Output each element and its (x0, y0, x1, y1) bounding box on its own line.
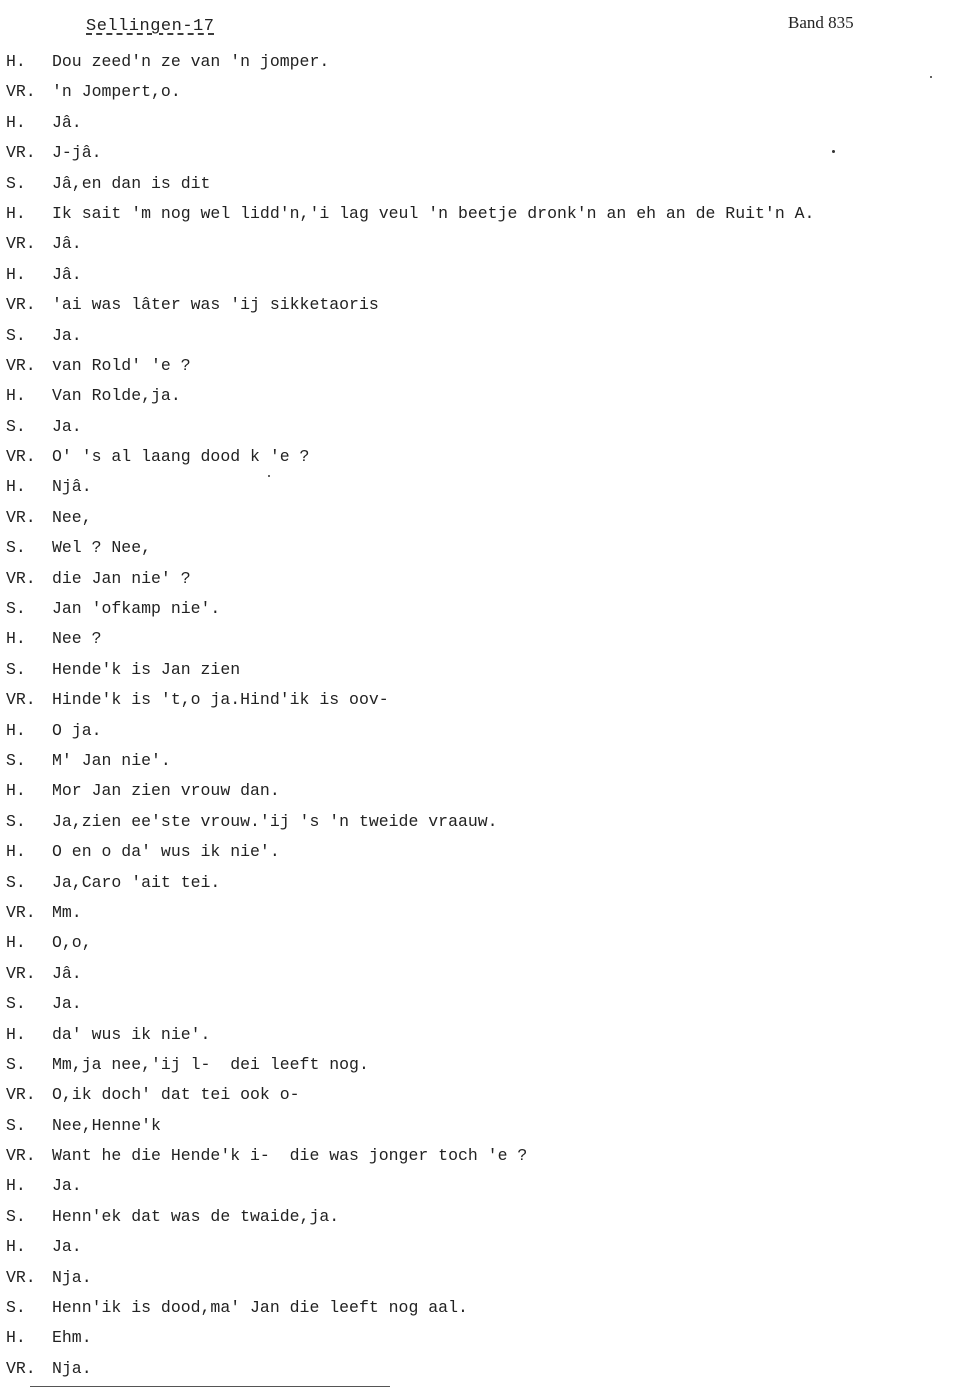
utterance-text: Jâ. (52, 112, 82, 132)
speaker-label: H. (6, 781, 26, 801)
speaker-label: VR. (6, 1358, 36, 1378)
speaker-label: VR. (6, 902, 36, 922)
speaker-label: H. (6, 52, 26, 71)
transcript-line (6, 1111, 946, 1141)
speaker-label: H. (6, 629, 26, 649)
speaker-label: VR. (6, 1146, 36, 1166)
speaker-label: S. (6, 325, 26, 345)
speaker-label: S. (6, 599, 26, 619)
speaker-label: VR. (6, 234, 36, 254)
speaker-label: VR. (6, 355, 36, 375)
utterance-text: Jan 'ofkamp nie'. (52, 599, 221, 619)
transcript-line (6, 1232, 946, 1262)
speaker-label: VR. (6, 1085, 36, 1105)
transcript-line (6, 1263, 946, 1293)
utterance-text: Ja. (52, 994, 82, 1014)
utterance-text: O ja. (52, 720, 102, 740)
speaker-label: VR. (6, 82, 36, 102)
transcript-lines (6, 47, 946, 1384)
transcript-line (6, 229, 946, 259)
transcript-line (6, 199, 946, 229)
transcript-line (6, 442, 946, 472)
transcript-line (6, 594, 946, 624)
utterance-text: Want he die Hende'k i- die was jonger toch 'e ? (52, 1146, 528, 1166)
transcript-line (6, 77, 946, 107)
transcript-line (6, 685, 946, 715)
utterance-text: O,o, (52, 933, 92, 953)
speaker-label: S. (6, 994, 26, 1014)
speaker-label: S. (6, 811, 26, 831)
transcript-line (6, 746, 946, 776)
transcript-line (6, 1050, 946, 1080)
speaker-label: H. (6, 720, 26, 740)
utterance-text: Hinde'k is 't,o ja.Hind'ik is oov- (52, 690, 389, 710)
utterance-text: Ehm. (52, 1328, 92, 1348)
speaker-label: S. (6, 1115, 26, 1135)
transcript-line (6, 776, 946, 806)
speaker-label: S. (6, 1298, 26, 1318)
utterance-text: Ja. (52, 416, 82, 436)
transcript-line (6, 868, 946, 898)
transcript-line (6, 655, 946, 685)
transcript-line (6, 260, 946, 290)
speaker-label: H. (6, 112, 26, 132)
transcript-line (6, 138, 946, 168)
utterance-text: Wel ? Nee, (52, 538, 152, 558)
utterance-text: Nja. (52, 1267, 92, 1287)
speaker-label: S. (6, 173, 26, 193)
transcript-line (6, 1293, 946, 1323)
speaker-label: H. (6, 477, 26, 497)
speaker-label: VR. (6, 568, 36, 588)
speaker-label: S. (6, 872, 26, 892)
utterance-text: Hende'k is Jan zien (52, 659, 241, 679)
utterance-text: J-jâ. (52, 143, 102, 163)
speaker-label: H. (6, 386, 26, 406)
speaker-label: H. (6, 933, 26, 953)
band-number: Band 835 (788, 13, 854, 32)
transcript-line (6, 47, 946, 77)
transcript-line (6, 716, 946, 746)
utterance-text: Mm,ja nee,'ij l- dei leeft nog. (52, 1054, 369, 1074)
speaker-label: S. (6, 416, 26, 436)
speaker-label: VR. (6, 507, 36, 527)
transcript-line (6, 1020, 946, 1050)
utterance-text: da' wus ik nie'. (52, 1024, 211, 1044)
speaker-label: VR. (6, 143, 36, 163)
utterance-text: Jâ. (52, 234, 82, 254)
utterance-text: O,ik doch' dat tei ook o- (52, 1085, 300, 1105)
utterance-text: Ja,Caro 'ait tei. (52, 872, 221, 892)
transcript-line (6, 1202, 946, 1232)
utterance-text: Mor Jan zien vrouw dan. (52, 781, 280, 801)
utterance-text: Nee ? (52, 629, 102, 649)
transcript-line (6, 321, 946, 351)
utterance-text: Mm. (52, 902, 82, 922)
utterance-text: Ik sait 'm nog wel lidd'n,'i lag veul 'n beetje dronk'n an eh an de Ruit'n A. (52, 203, 815, 223)
utterance-text: Van Rolde,ja. (52, 386, 181, 406)
utterance-text: Jâ,en dan is dit (52, 173, 211, 193)
speaker-label: S. (6, 659, 26, 679)
transcript-line (6, 351, 946, 381)
transcript-line (6, 1323, 946, 1353)
utterance-text: Dou zeed'n ze van 'n jomper. (52, 52, 330, 71)
speaker-label: H. (6, 264, 26, 284)
utterance-text: Henn'ek dat was de twaide,ja. (52, 1206, 340, 1226)
paper-speck (930, 76, 932, 78)
utterance-text: die Jan nie' ? (52, 568, 191, 588)
transcript-line (6, 959, 946, 989)
transcript-line (6, 1141, 946, 1171)
transcript-line (6, 412, 946, 442)
utterance-text: M' Jan nie'. (52, 750, 171, 770)
speaker-label: H. (6, 1237, 26, 1257)
utterance-text: Jâ. (52, 264, 82, 284)
transcript-line (6, 503, 946, 533)
utterance-text: van Rold' 'e ? (52, 355, 191, 375)
transcript-line (6, 1171, 946, 1201)
transcript-line (6, 472, 946, 502)
transcript-line (6, 1080, 946, 1110)
utterance-text: 'ai was lâter was 'ij sikketaoris (52, 295, 379, 315)
utterance-text: Ja,zien ee'ste vrouw.'ij 's 'n tweide vraauw. (52, 811, 498, 831)
utterance-text: Nee,Henne'k (52, 1115, 161, 1135)
transcript-line (6, 837, 946, 867)
transcript-line (6, 290, 946, 320)
utterance-text: O en o da' wus ik nie'. (52, 842, 280, 862)
bottom-rule (30, 1386, 390, 1387)
paper-speck (268, 475, 270, 477)
utterance-text: Nee, (52, 507, 92, 527)
transcript-line (6, 624, 946, 654)
speaker-label: S. (6, 1054, 26, 1074)
transcript-line (6, 807, 946, 837)
transcript-line (6, 928, 946, 958)
utterance-text: O' 's al laang dood k 'e ? (52, 447, 310, 467)
transcript-line (6, 898, 946, 928)
speaker-label: VR. (6, 963, 36, 983)
speaker-label: VR. (6, 1267, 36, 1287)
speaker-label: S. (6, 1206, 26, 1226)
speaker-label: VR. (6, 295, 36, 315)
utterance-text: Jâ. (52, 963, 82, 983)
transcript-line (6, 108, 946, 138)
speaker-label: H. (6, 203, 26, 223)
utterance-text: Ja. (52, 1237, 82, 1257)
transcript-line (6, 989, 946, 1019)
transcript-line (6, 564, 946, 594)
speaker-label: H. (6, 1024, 26, 1044)
speaker-label: VR. (6, 447, 36, 467)
speaker-label: H. (6, 1328, 26, 1348)
speaker-label: S. (6, 750, 26, 770)
document-title: Sellingen-17 (86, 17, 215, 36)
transcript-line (6, 381, 946, 411)
transcript-line (6, 533, 946, 563)
speaker-label: H. (6, 1176, 26, 1196)
speaker-label: VR. (6, 690, 36, 710)
utterance-text: 'n Jompert,o. (52, 82, 181, 102)
paper-speck (832, 150, 835, 153)
transcript-line (6, 1354, 946, 1384)
utterance-text: Ja. (52, 1176, 82, 1196)
utterance-text: Nja. (52, 1358, 92, 1378)
utterance-text: Njâ. (52, 477, 92, 497)
transcript-line (6, 169, 946, 199)
speaker-label: H. (6, 842, 26, 862)
speaker-label: S. (6, 538, 26, 558)
utterance-text: Ja. (52, 325, 82, 345)
utterance-text: Henn'ik is dood,ma' Jan die leeft nog aal. (52, 1298, 468, 1318)
